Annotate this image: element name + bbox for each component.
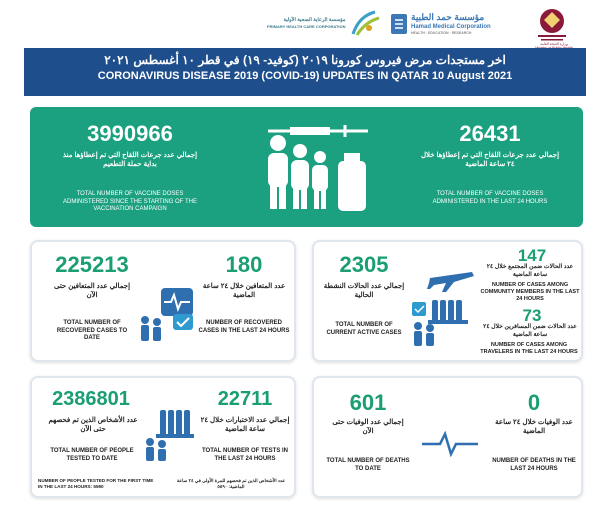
deaths-24h-label-ar: عدد الوفيات خلال ٢٤ ساعة الماضية xyxy=(495,419,573,436)
active-total-value: 2305 xyxy=(339,252,389,277)
test-tubes-icon xyxy=(142,406,198,462)
first-time-tested-ar: عدد الأشخاص الذين تم فحصهم للمرة الأولى في ٢٤ ساعة الماضية: ٥٥٩٠ xyxy=(176,478,286,489)
hmc-emblem-icon xyxy=(390,13,408,35)
tested-total-label-en: TOTAL NUMBER OF PEOPLE TESTED TO DATE xyxy=(50,448,134,462)
phcc-logo: مؤسسة الرعاية الصحية الأولية PRIMARY HEALTH CARE CORPORATION xyxy=(267,8,383,38)
recovered-24h-label-ar: عدد المتعافين خلال ٢٤ ساعة الماضية xyxy=(202,283,286,300)
tested-24h-label-ar: إجمالي عدد الاختبارات خلال ٢٤ ساعة الماضية xyxy=(200,417,290,434)
recovered-24h-value: 180 xyxy=(225,252,263,277)
infographic xyxy=(22,4,590,510)
title-banner xyxy=(24,48,586,96)
recovered-total-label-en: TOTAL NUMBER OF RECOVERED CASES TO DATE xyxy=(56,320,128,341)
deaths-total-label-en: TOTAL NUMBER OF DEATHS TO DATE xyxy=(326,458,410,472)
recovered-total-label-ar: إجمالي عدد المتعافين حتى الآن xyxy=(53,283,131,300)
community-cases-label-ar: عدد الحالات ضمن المجتمع خلال ٢٤ ساعة الماضية xyxy=(486,264,574,278)
tested-total-label-ar: عدد الأشخاص الذين تم فحصهم حتى الآن xyxy=(48,417,138,434)
hmc-logo: مؤسسة حمد الطبية Hamad Medical Corporation HEALTH · EDUCATION · RESEARCH xyxy=(390,12,491,36)
deaths-24h-label-en: NUMBER OF DEATHS IN THE LAST 24 HOURS xyxy=(492,458,576,472)
active-cases-card xyxy=(312,240,583,362)
moph-emblem-icon xyxy=(532,6,572,44)
title-english: CORONAVIRUS DISEASE 2019 (COVID-19) UPDATES IN QATAR 10 August 2021 xyxy=(97,70,513,82)
vaccine-panel xyxy=(30,107,583,227)
heartbeat-line-icon xyxy=(420,428,480,458)
community-cases-label-en: NUMBER OF CASES AMONG COMMUNITY MEMBERS IN THE LAST 24 HOURS xyxy=(480,282,580,302)
traveler-cases-value: 73 xyxy=(522,306,542,325)
vaccine-total-label-en: TOTAL NUMBER OF VACCINE DOSES ADMINISTERED SINCE THE STARTING OF THE VACCINATION CAMPAIGN xyxy=(63,191,197,212)
tested-card xyxy=(30,376,296,498)
active-total-label-ar: إجمالي عدد الحالات النشطة الحالية xyxy=(323,283,405,300)
tested-24h-label-en: TOTAL NUMBER OF TESTS IN THE LAST 24 HOURS xyxy=(201,448,288,462)
active-total-label-en: TOTAL NUMBER OF CURRENT ACTIVE CASES xyxy=(326,322,402,336)
deaths-total-label-ar: إجمالي عدد الوفيات حتى الآن xyxy=(332,419,404,436)
deaths-card xyxy=(312,376,583,498)
first-time-tested-en: NUMBER OF PEOPLE TESTED FOR THE FIRST TIME IN THE LAST 24 HOURS: 5590 xyxy=(38,478,154,489)
recovered-total-value: 225213 xyxy=(55,252,129,277)
vaccine-24h-value: 26431 xyxy=(459,121,521,146)
title-arabic: اخر مستجدات مرض فيروس كورونا ٢٠١٩ (كوفيد- ١٩) في قطر ١٠ أغسطس ٢٠٢١ xyxy=(104,53,506,67)
tested-24h-value: 22711 xyxy=(217,388,273,410)
recovered-icon xyxy=(137,284,197,344)
traveler-cases-label-en: NUMBER OF CASES AMONG TRAVELERS IN THE LAST 24 HOURS xyxy=(480,342,578,355)
phcc-emblem-icon xyxy=(349,8,383,38)
vaccine-24h-label-en: TOTAL NUMBER OF VACCINE DOSES ADMINISTERED IN THE LAST 24 HOURS xyxy=(432,191,548,205)
airplane-and-tests-icon xyxy=(410,268,476,348)
vaccination-illustration-icon xyxy=(250,113,380,218)
deaths-total-value: 601 xyxy=(349,390,387,415)
tested-total-value: 2386801 xyxy=(52,388,130,410)
vaccine-total-label-ar: إجمالي عدد جرعات اللقاح التي تم إعطاؤها منذ بداية حملة التطعيم xyxy=(62,152,198,169)
deaths-24h-value: 0 xyxy=(527,390,541,415)
recovered-card xyxy=(30,240,296,362)
traveler-cases-label-ar: عدد الحالات ضمن المسافرين خلال ٢٤ ساعة الماضية xyxy=(483,324,577,338)
vaccine-24h-label-ar: إجمالي عدد جرعات اللقاح التي تم إعطاؤها خلال ٢٤ ساعة الماضية xyxy=(420,152,560,169)
community-cases-value: 147 xyxy=(517,246,547,265)
moph-logo xyxy=(532,6,572,44)
recovered-24h-label-en: NUMBER OF RECOVERED CASES IN THE LAST 24 HOURS xyxy=(198,320,290,334)
moph-logo-line: وزارة الصحة العامة xyxy=(540,42,568,46)
vaccine-total-value: 3990966 xyxy=(87,121,173,146)
